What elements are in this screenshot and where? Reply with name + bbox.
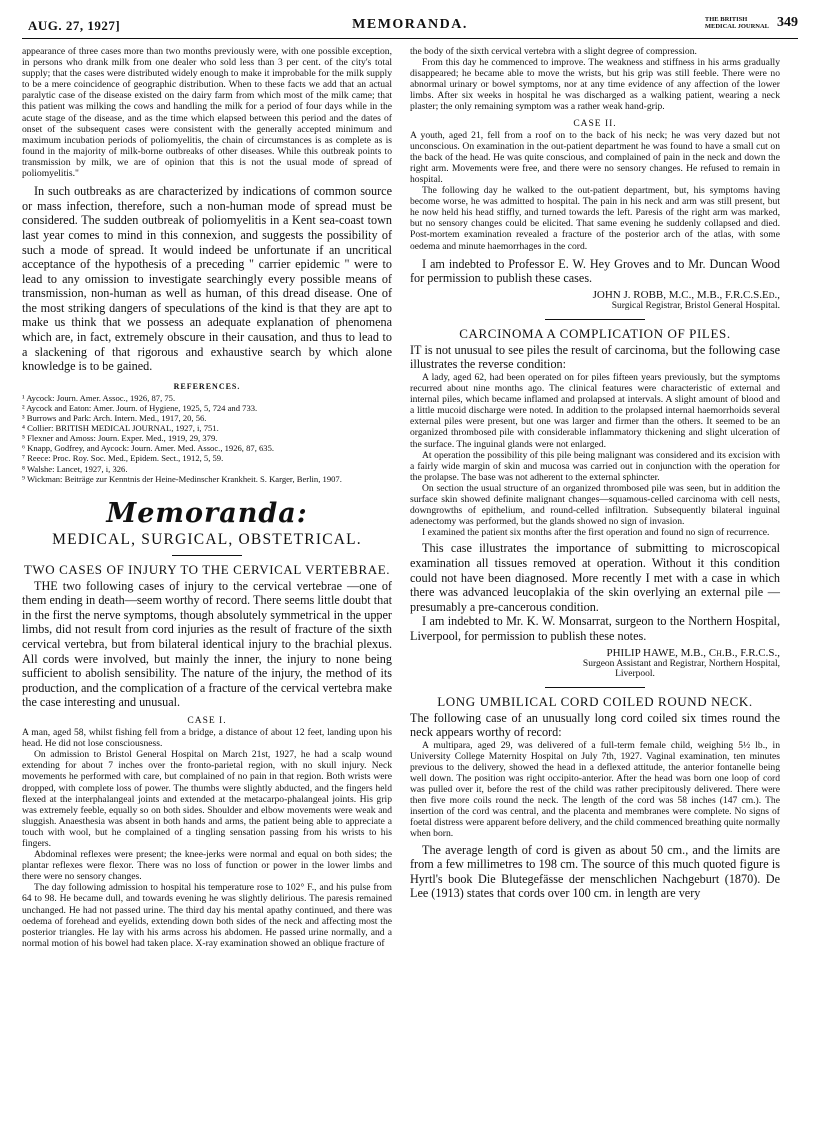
case-paragraph: A multipara, aged 29, was delivered of a full-term female child, weighing 5½ lb., in University College Maternity Hospital on July 7th, 1927. Vaginal examination, ten minutes previous to the delivery, showed the head in a deflexed attitude, the anterior fontanelle being well down. The position was right occipito-anterior. After the head was born one loop of cord was pulled over it, before the rest of the child was rather precipitously delivered. There were then five more coils round the neck. The length of the cord was 58 inches (147 cm.). The insertion of the cord was central, and the placenta and membranes were complete. No signs of foetal distress were apparent before delivery, and the child commenced breathing quite normally when born. (410, 739, 780, 840)
references-list (22, 393, 392, 484)
section-title: MEMORANDA. (352, 17, 468, 32)
reference-item: ² Aycock and Eaton: Amer. Journ. of Hygiene, 1925, 5, 724 and 733. (22, 402, 258, 413)
reference-item: ⁶ Knapp, Godfrey, and Aycock: Journ. Amer. Med. Assoc., 1926, 87, 635. (22, 443, 275, 454)
divider (545, 687, 645, 688)
divider (545, 319, 645, 320)
reference-item: ³ Burrows and Park: Arch. Intern. Med., 1917, 20, 56. (22, 413, 207, 424)
journal-page (22, 12, 798, 1112)
reference-item: ⁷ Reece: Proc. Roy. Soc. Med., Epidem. Sect., 1912, 5, 59. (22, 453, 224, 464)
left-column (22, 46, 392, 949)
author-signature: JOHN J. ROBB, M.C., M.B., F.R.C.S.Ed., (592, 288, 780, 301)
case-paragraph: Abdominal reflexes were present; the knee-jerks were normal and equal on both sides; the plantar reflexes were flexor. There was no loss of function or power in the lower limbs and there were no sensory changes. (22, 849, 392, 883)
issue-date: AUG. 27, 1927] (28, 18, 121, 33)
case-paragraph: From this day he commenced to improve. The weakness and stiffness in his arms gradually disappeared; he became able to move the wrists, but his grip was still feeble. There were no abnormal urinary or bowel symptoms, nor at any time evidence of any affection of the lower limbs. After six weeks in hospital he was discharged as a walking patient, wearing a neck plaster; the only remaining symptom was a rather weak hand-grip. (410, 57, 780, 113)
author-role: Surgical Registrar, Bristol General Hospital. (611, 300, 780, 311)
author-role: Surgeon Assistant and Registrar, Northern Hospital, (582, 658, 780, 669)
running-head (22, 12, 798, 39)
page-number: 349 (777, 15, 798, 30)
acknowledgement: I am indebted to Mr. K. W. Monsarrat, surgeon to the Northern Hospital, Liverpool, for permission to publish these notes. (410, 614, 780, 643)
right-column (410, 46, 780, 901)
discussion-paragraph: The average length of cord is given as about 50 cm., and the limits are from a few millimetres to 198 cm. The source of this much quoted figure is Hyrtl's book Die Blutegefässe der menschlichen Nachgeburt (1870). De Lee (1913) states that cords over 100 cm. in length are very (410, 842, 780, 901)
article-title: CARCINOMA A COMPLICATION OF PILES. (459, 325, 731, 341)
author-signature: PHILIP HAWE, M.B., Ch.B., F.R.C.S., (606, 646, 780, 659)
case-paragraph: I examined the patient six months after the first operation and found no sign of recurrence. (422, 527, 770, 539)
reference-item: ⁴ Collier: BRITISH MEDICAL JOURNAL, 1927, i, 751. (22, 423, 219, 434)
continued-quote: appearance of three cases more than two months previously were, with one possible exception, in persons who drank milk from one dealer who sold less than 3 per cent. of the city's total supply; that the cases were distributed widely enough to make it improbable for the milk supply to be a mere coincidence of geographic distribution. When to these facts we add that an actual paralytic case of the disease existed on the dairy farm from which most of the milk came; that this patient was milking the cows and handling the milk for a period of four days while in the acute stage of the disease, and as the time which elapsed between this period and the dates of onset of the subsequent cases were consistent with the generally accepted minimum and maximum incubation periods of poliomyelitis, the chain of circumstances is as complete as is found in the majority of milk-borne outbreaks of other diseases. While this outbreak points to transmission by milk, we are of opinion that this is not the usual mode of spread of poliomyelitis." (22, 46, 392, 180)
discussion-paragraph: In such outbreaks as are characterized by indications of common source or mass infection, therefore, such a non-human mode of spread must be considered. The sudden outbreak of poliomyelitis in a Kent sea-coast town last year comes to mind in this connexion, and suggests the possibility of such a mode of spread. It would indeed be unfortunate if an uncritical acceptance of the hypothesis of a preceding " carrier epidemic " were to lead to any omission to investigate searchingly every possible means of transmission, non-human as well as human, of this dread disease. One of the most striking dangers of speculations of the kind is that they are apt to make us think that we possess an adequate explanation of phenomena which are, in fact, extremely obscure in their causation, and thus to lead to a slackening of that rigorous and exhaustive search by which alone knowledge is to be gained. (22, 184, 392, 374)
discussion-paragraph: This case illustrates the importance of submitting to microscopical examination all tissues removed at operation. Without it this condition could not have been diagnosed. More recently I met with a case in which there was advanced leucoplakia of the skin overlying an external pile —presumably a pre-cancerous condition. (410, 541, 780, 614)
article-intro: THE two following cases of injury to the cervical vertebrae —one of them ending in death—seem worthy of record. There seems little doubt that in the first the nerve symptoms, though absolutely symmetrical in the upper limbs, did not result from cord injuries as the result of fracture of the sixth cervical vertebra, but from bilateral identical injury to the brachial plexus. All cords were involved, but mainly the inner, the injury to none being sufficient to abolish sensibility. The nature of the injury, the method of its production, and the complication of a fracture of the cervical vertebra make the case interesting and unusual. (22, 578, 392, 710)
reference-item: ⁵ Flexner and Amoss: Journ. Exper. Med., 1919, 29, 379. (22, 433, 218, 444)
reference-item: ⁹ Wickman: Beiträge zur Kenntnis der Heine-Medinscher Krankheit. S. Karger, Berlin, 1907. (22, 473, 342, 484)
acknowledgement: I am indebted to Professor E. W. Hey Groves and to Mr. Duncan Wood for permission to publish these cases. (410, 256, 780, 286)
divider (172, 555, 242, 556)
journal-name-line1: THE BRITISH (704, 16, 748, 23)
journal-name-line2: MEDICAL JOURNAL (704, 23, 769, 30)
case-paragraph: A lady, aged 62, had been operated on for piles fifteen years previously, but the symptoms recurred about nine months ago. The clinical features were characteristic of external and internal piles, which became inflamed and prolapsed at intervals. A slight amount of blood and a little mucoid discharge were noted. In addition to the prolapsed internal haemorrhoids several external piles were present, but one was larger and firmer than the others. It seemed to be an organized thrombosed pile with considerable inflammatory thickening and slight ulceration of the surface. The inguinal glands were not enlarged. (410, 371, 780, 450)
journal-mark (705, 15, 798, 31)
memoranda-subtitle: MEDICAL, SURGICAL, OBSTETRICAL. (52, 530, 362, 548)
case-paragraph: The following day he walked to the out-patient department, but, his symptoms having become worse, he was admitted to hospital. The pain in his neck and arm was still present, but he now held his head stiffly, and turned towards the left. Paresis of the right arm was marked, but no sensory changes could be elicited. That same evening he suddenly collapsed and died. Post-mortem examination revealed a fracture of the posterior arch of the atlas, with some oedema and minute haemorrhages in the cord. (410, 185, 780, 252)
case-paragraph: A youth, aged 21, fell from a roof on to the back of his neck; he was very dazed but not unconscious. On examination in the out-patient department he was found to have a small cut on the back of the head. He was quite conscious, and complained of pain in the neck and down the right arm. Movements were free, and there were no sensory changes. He refused to remain in hospital. (410, 129, 780, 185)
case-heading: CASE II. (573, 118, 617, 129)
case-paragraph: A man, aged 58, whilst fishing fell from a bridge, a distance of about 12 feet, landing upon his head. He did not lose consciousness. (22, 727, 392, 750)
case-heading: CASE I. (187, 716, 227, 727)
article-title: TWO CASES OF INJURY TO THE CERVICAL VERTEBRAE. (23, 561, 391, 577)
journal-name (705, 16, 769, 30)
memoranda-title: Memoranda: (106, 497, 308, 529)
reference-item: ¹ Aycock: Journ. Amer. Assoc., 1926, 87, 75. (22, 392, 176, 403)
reference-item: ⁸ Walshe: Lancet, 1927, i, 326. (22, 463, 128, 474)
author-location: Liverpool. (615, 668, 655, 679)
article-intro: The following case of an unusually long cord coiled six times round the neck appears worthy of record: (410, 710, 780, 740)
case-paragraph: On section the usual structure of an organized thrombosed pile was seen, but in addition the surface skin showed definite malignant changes—squamous-celled carcinoma with cell nests, downgrowths of epithelium, and round-celled infiltration. Subsequently bilateral inguinal adenectomy was performed, but the glands showed no sign of invasion. (410, 482, 780, 528)
references-heading: REFERENCES. (173, 381, 241, 391)
case-paragraph: The day following admission to hospital his temperature rose to 102° F., and his pulse from 64 to 98. He became dull, and towards evening he was slightly delirious. The paresis remained unchanged. He had not passed urine. The third day his mental apathy continued, and there was oedema of forehead and eyelids, extending down both sides of the neck and affecting most the posterior triangles. He lay with his arms across his abdomen. He passed urine normally, and a normal motion of his bowel had taken place. X-ray examination showed an oblique fracture of (22, 882, 392, 949)
article-intro: IT is not unusual to see piles the result of carcinoma, but the following case illustrates the reverse condition: (410, 342, 780, 372)
article-title: LONG UMBILICAL CORD COILED ROUND NECK. (437, 693, 753, 709)
case-paragraph: the body of the sixth cervical vertebra with a slight degree of compression. (410, 46, 697, 57)
case-paragraph: On admission to Bristol General Hospital on March 21st, 1927, he had a scalp wound extending for about 7 inches over the fronto-parietal region, with no skull injury. Neck movements he performed with care, but complained of no pain in that region. Both wrists were dropped, with complete loss of power. The thumbs were slightly abducted, and the fingers held flexed at the interphalangeal joints and extended at the metacarpo-phalangeal joints. His grip was extremely feeble, equally so on both sides. Shoulder and elbow movements were weak and sluggish. Anaesthesia was absent in both hands and arms, the patient being able to appreciate a touch with wool, but he complained of a tingling sensation passing from his wrists to his fingers. (22, 749, 392, 849)
case-paragraph: At operation the possibility of this pile being malignant was considered and its excision with a fairly wide margin of skin and mucosa was carried out in conjunction with the operation for the prolapse. The base was not adherent to the external sphincter. (410, 449, 780, 483)
